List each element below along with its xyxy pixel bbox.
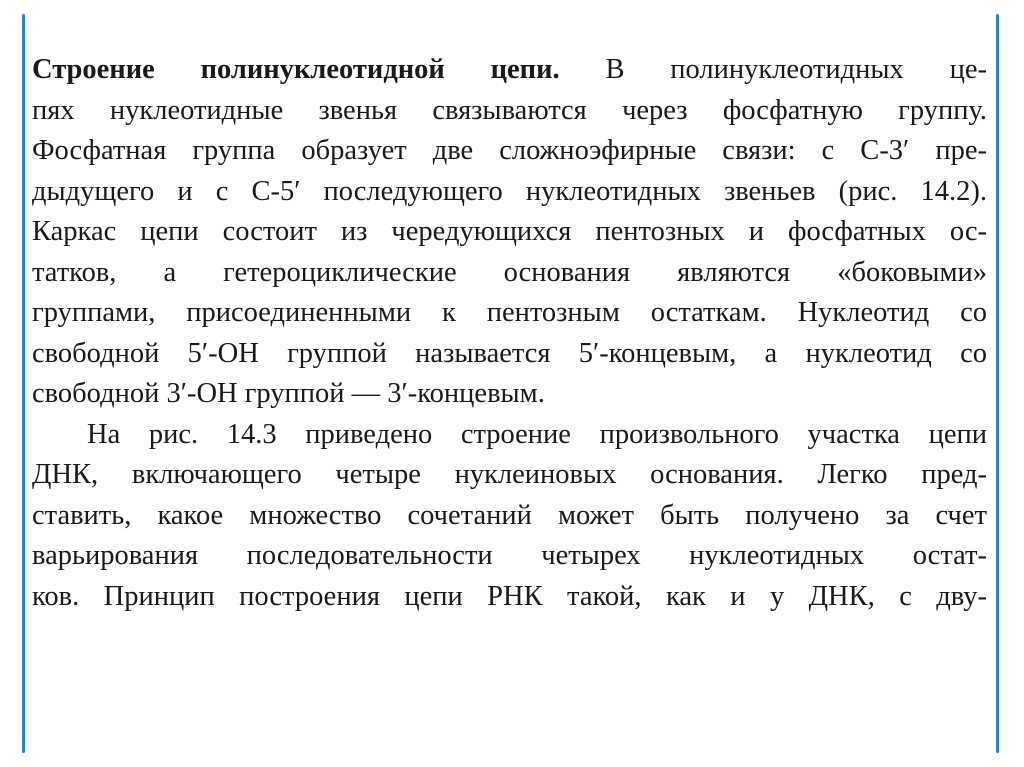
line-text: пях нуклеотидные звенья связываются через фосфатную группу. [32,94,987,126]
line-text: группами, присоединенными к пентозным остаткам. Нуклеотид со [32,297,987,328]
text-line [32,212,987,253]
document-text [32,50,987,617]
text-line [32,131,987,172]
line-text: свободной 3′-ОН группой — 3′-концевым. [32,378,545,409]
line-text: Фосфатная группа образует две сложноэфирные связи: с С-3′ пре- [32,135,987,166]
line-text: дыдущего и с С-5′ последующего нуклеотидных звеньев (рис. 14.2). [32,175,987,207]
line-text: В полинуклеотидных це- [559,54,987,85]
text-line [32,374,987,415]
right-edge-bar [996,14,999,753]
text-line [32,455,987,496]
text-line [32,50,987,91]
text-line [32,536,987,577]
text-line [32,496,987,537]
line-text: ставить, какое множество сочетаний может быть получено за счет [32,499,987,531]
text-line [32,91,987,132]
line-text: ДНК, включающего четыре нуклеиновых основания. Легко пред- [32,459,987,490]
line-text: Каркас цепи состоит из чередующихся пентозных и фосфатных ос- [32,216,987,247]
line-text: На рис. 14.3 приведено строение произвольного участка цепи [87,418,987,450]
line-text: татков, а гетероциклические основания являются «боковыми» [32,256,987,288]
text-line [32,253,987,294]
line-text: ков. Принцип построения цепи РНК такой, как и у ДНК, с дву- [32,580,987,612]
text-line [32,577,987,618]
text-line [32,293,987,334]
line-text: варьирования последовательности четырех нуклеотидных остат- [32,540,987,571]
text-line [32,415,987,456]
left-edge-bar [22,14,25,753]
text-line [32,334,987,375]
line-text: свободной 5′-ОН группой называется 5′-концевым, а нуклеотид со [32,337,987,369]
text-line [32,172,987,213]
section-heading: Строение полинуклеотидной цепи. [32,54,560,85]
